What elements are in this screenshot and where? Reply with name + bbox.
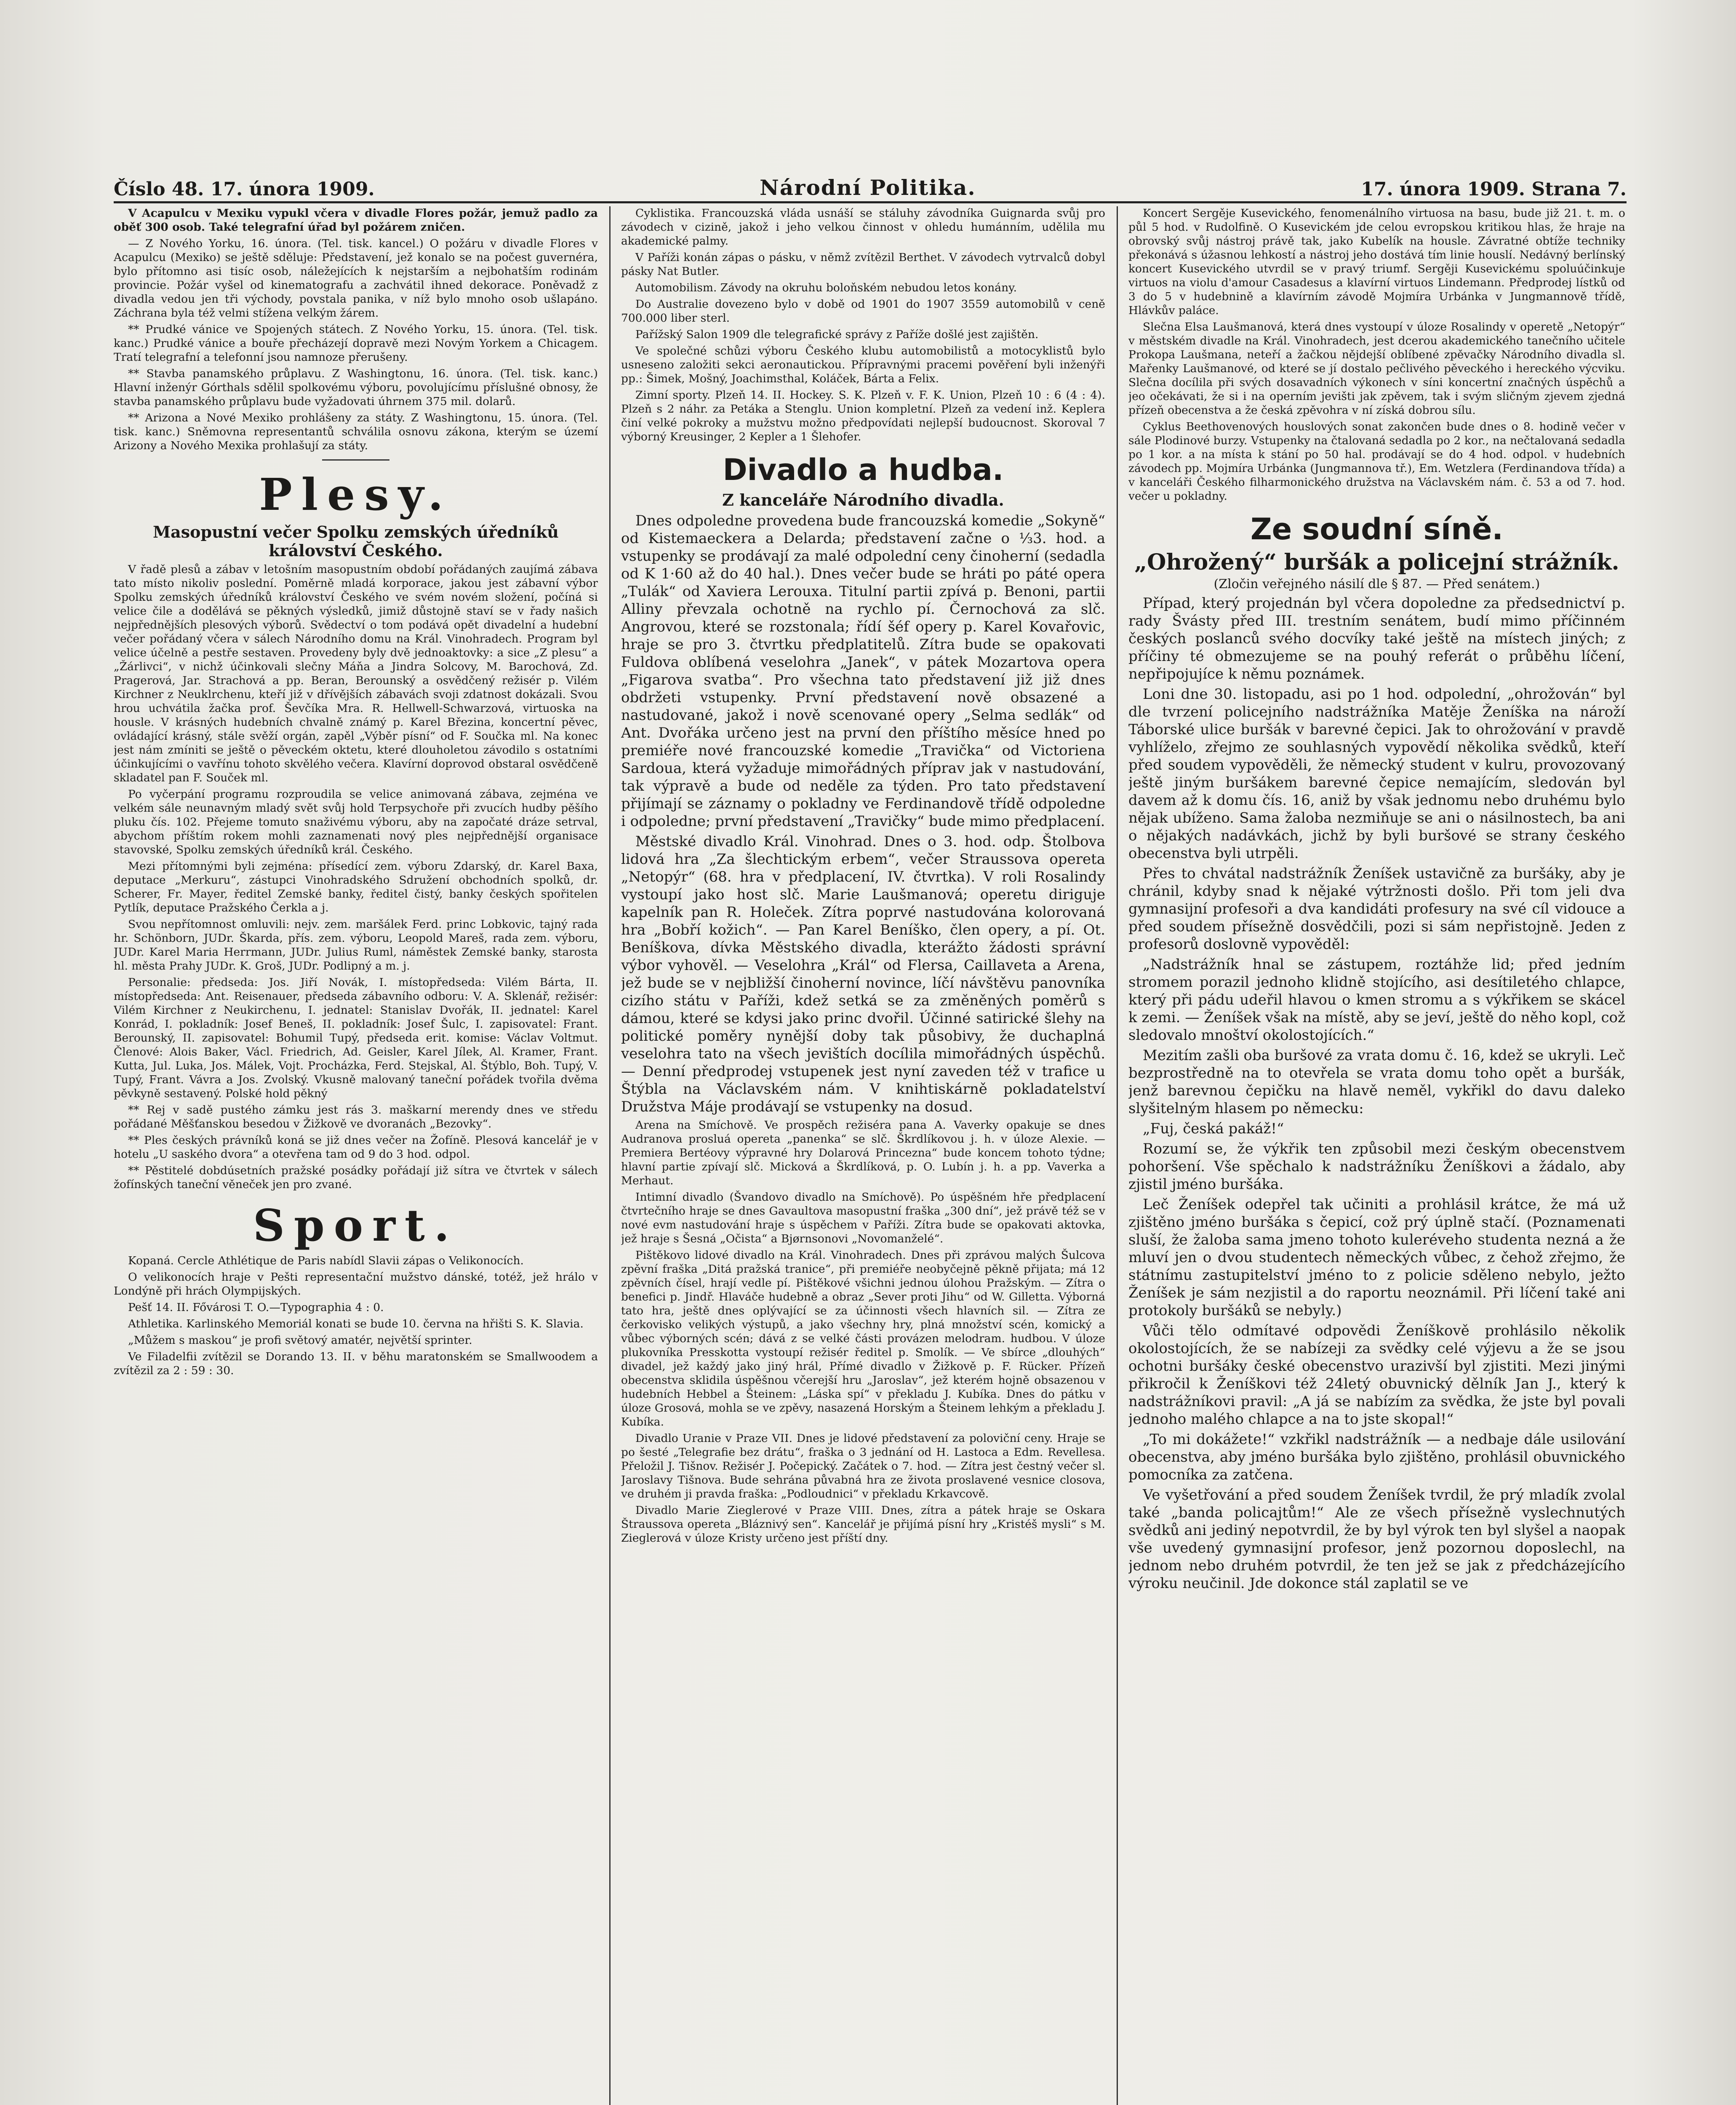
section-subtitle-soud: „Ohrožený“ buršák a policejní strážník. <box>1134 549 1619 575</box>
article-acapulco-fire: V Acapulcu v Mexiku vypukl včera v divadle Flores požár, jemuž padlo za oběť 300 osob. Také telegrafní úřad byl požárem zničen. <box>114 207 598 234</box>
article-plesy-body-2: Po vyčerpání programu rozproudila se velice animovaná zábava, zejména ve velkém sále neunavným mladý svět svůj hold Terpsychoře při zvucích hudby pěšího pluku čís. 102. Přejeme tomuto snaživému výboru, aby na započaté dráze setrval, abychom příštím rokem mohli zaznamenati nový ples nejpřednější organisace stavovské, Spolku zemských úředníků král. Českého. <box>114 788 598 856</box>
date-and-page: 17. února 1909. Strana 7. <box>1361 179 1627 200</box>
section-subtitle-plesy: Masopustní večer Spolku zemských úředníků království Českého. <box>153 522 559 560</box>
section-title-plesy: Plesy. <box>259 469 453 520</box>
court-p1: Případ, který projednán byl včera dopoledne za předsednictví p. rady Švásty před III. trestním senátem, budí mimo příčinném českých poslanců svého docvíky také ještě na místech jiných; z příčiny té obmezujeme se na pouhý referát o průběhu líčení, nepřipojujíce k němu poznámek. <box>1128 595 1625 682</box>
sport-athletika: Athletika. Karlinského Memoriál konati se bude 10. června na hřišti S. K. Slavia. <box>128 1317 584 1330</box>
article-uranie: Divadlo Uranie v Praze VII. Dnes je lidové představení za poloviční ceny. Hraje se po šesté „Telegrafie bez drátu“, fraška o 3 jednání od H. Lastoca a Edm. Revellesa. Přeložil J. Tišnov. Režisér J. Počepický. Začátek o 7. hod. — Zítra jest čestný večer sl. Jaroslavy Tišnova. Bude sehrána půvabná hra ze života proslavené vesnice closova, ve druhém ji pravda fraška: „Podloudnici“ v překladu Krkavcově. <box>621 1432 1105 1500</box>
court-p11: Ve vyšetřování a před soudem Ženíšek tvrdil, že prý mladík zvolal také „banda policajtům!“ Ale ze všech přísežně vyslechnutých svědků ani jediný nepotvrdil, že by byl výrok ten byl slyšel a naopak vše uvedený gymnasijní profesor, jenž pozornou doposlechl, na jednom nebo druhém potvrdil, že ten jež se jak z předcházejícího výroku neučinil. Jde dokonce stál zaplatil se ve <box>1128 1487 1625 1592</box>
court-p10: „To mi dokážete!“ vzkřikl nadstrážník — a nedbaje dále usilování obecenstva, aby jméno buršáka bylo zjištěno, prohlásil obuvnického pomocníka za zatčena. <box>1128 1431 1625 1483</box>
section-title-soud: Ze soudní síně. <box>1250 512 1504 546</box>
court-p6: „Fuj, česká pakáž!“ <box>1143 1120 1284 1137</box>
sport-klub: Ve společné schůzi výboru Českého klubu automobilistů a motocyklistů bylo usneseno založiti sekci aeronautickou. Přípravnými pracemi pověření byli inženýři pp.: Šimek, Mošný, Joachimsthal, Koláček, Bárta a Felix. <box>621 344 1105 385</box>
sport-kopana: Kopaná. Cercle Athlétique de Paris nabídl Slavii zápas o Velikonocích. <box>128 1254 524 1267</box>
article-vinohrady: Městské divadlo Král. Vinohrad. Dnes o 3. hod. odp. Štolbova lidová hra „Za šlechtickým erbem“, večer Straussova opereta „Netopýr“ (68. hra v předplacení, IV. čtvrtka). V roli Rosalindy vystoupí jako host slč. Marie Laušmanová; operetu diriguje kapelník pan R. Holeček. Zítra poprvé nastudována kolorovaná hra „Bobří kožich“. — Pan Karel Beníško, člen opery, a pí. Ot. Beníškova, dívka Městského divadla, kterážto žádosti správní výbor vyhověl. — Veselohra „Král“ od Flersa, Caillaveta a Arena, jež bude se v nejbližší činoherní novince, líčí návštěvu panovníka cizího státu v Paříži, kdež setká se za změněných poměrů s dámou, které se kdysi jako princ dvořil. Účinné satirické šlehy na politické poměry nynější doby tak působivy, že duchaplná veselohra tato na všech jevištích docílila mimořádných úspěchů. — Denní předprodej vstupenek jest nyní zaveden též v trafice u Štýbla na Václavském nám. V knihtiskárně pokladatelství Družstva Máje prodávají se vstupenky na dosud. <box>621 833 1105 1115</box>
page-header <box>114 171 1627 200</box>
sport-automobilism: Automobilism. Závody na okruhu boloňském nebudou letos konány. <box>635 281 1017 294</box>
article-intimni-divadlo: Intimní divadlo (Švandovo divadlo na Smíchově). Po úspěšném hře předplacení čtvrtečního hraje se dnes Gavaultova masopustní fraška „300 dní“, jež právě též se v nové evm nastudování hraje s úspěchem v Paříži. Zítra bude se opakovati aktovka, jež hraje s Šesná „Očista“ a Bjørnsonovi „Novomanželé“. <box>621 1191 1105 1245</box>
notice-pravnici: ** Ples českých právníků koná se již dnes večer na Žofíně. Plesová kancelář je v hotelu „U saského dvora“ a otevřena tam od 9 do 3 hod. odpol. <box>114 1134 598 1161</box>
article-plesy-excused: Svou nepřítomnost omluvili: nejv. zem. maršálek Ferd. princ Lobkovic, tajný rada hr. Schönborn, JUDr. Škarda, přís. zem. výboru, Leopold Mareš, rada zem. výboru, JUDr. Karel Maria Herrmann, JUDr. Julius Ruml, náměstek Zemské banky, starosta hl. města Prahy JUDr. K. Groš, JUDr. Podlipný a m. j. <box>114 918 598 973</box>
section-note-soud: (Zločin veřejného násilí dle § 87. — Před senátem.) <box>1213 577 1540 592</box>
sport-zimni: Zimní sporty. Plzeň 14. II. Hockey. S. K. Plzeň v. F. K. Union, Plzeň 10 : 6 (4 : 4). Plzeň s 2 náhr. za Petáka a Stenglu. Union kompletní. Plzeň za vedení inž. Keplera činí velké pokroky a mužstvu možno předpovídati nejlepší budoucnost. Skoroval 7 výborný Kreusinger, 2 Kepler a 1 Šlehofer. <box>621 389 1105 443</box>
sport-pest: Pešť 14. II. Fővárosi T. O.—Typographia 4 : 0. <box>128 1301 384 1314</box>
article-pistekovo: Pištěkovo lidové divadlo na Král. Vinohradech. Dnes při zprávou malých Šulcova zpěvní fraška „Ditá pražská tranice“, při premiéře neobyčejně pěkně přijata; má 12 zpěvních čísel, hrají vedle pí. Pištěkové všichni jednou úlohou Pražským. — Zítra o benefici p. Jindř. Hlaváče hudebně a obraz „Sever proti Jihu“ od W. Gilletta. Výborná tato hra, ještě dnes oplývající se za účinnosti všech hlavních sil. — Zítra ze čerkovisko velikých výstupů, a jako všechny hry, plná množství scén, komický a vůbec výborných scén; dává z se velké části provázen melodram. hudbou. V úloze plukovníka Presskotta vystoupí režisér ředitel p. Smolík. — Ve sbírce „dlouhých“ divadel, jež každý jako jiný hrál, Přímé divadlo v Žižkově p. F. Rücker. Přízeň obecenstva sklidila úspěšnou včerejší hru „Jaroslav“, jež kterém hojně obsazenou v hudebních Hebbel a Šteinem: „Láska spí“ v překladu J. Kubíka. Dnes do pátku v úloze Grosová, mohla se ve zpěvy, nasazená Horským a Šteinem lehkým a překladu J. Kubíka. <box>621 1249 1105 1428</box>
sport-australie: Do Australie dovezeno bylo v době od 1901 do 1907 3559 automobilů v ceně 700.000 liber sterl. <box>621 298 1105 325</box>
article-acapulco-details: — Z Nového Yorku, 16. února. (Tel. tisk. kancel.) O požáru v divadle Flores v Acapulcu (Mexiko) se ještě sděluje: Představení, jež konalo se na počest guvernéra, bylo přítomno asi tisíc osob, náležejících k nejstarším a nejbohatším rodinám provincie. Požár vyšel od kinematografu a zachvátil ihned dekorace. Poněvadž z divadla vedou jen tři východy, povstala panika, v níž bylo mnoho osob ušlapáno. Záchrana byla též velmi stížena velkým žárem. <box>114 237 598 320</box>
court-p7: Rozumí se, že výkřik ten způsobil mezi českým obecenstvem pohoršení. Vše spěchalo k nadstrážníku Ženíškovi a žádalo, aby zjistil jméno buršáka. <box>1128 1140 1625 1193</box>
publication-title: Národní Politika. <box>760 175 976 200</box>
issue-and-date: Číslo 48. 17. února 1909. <box>114 179 375 200</box>
section-subtitle-divadlo: Z kanceláře Národního divadla. <box>722 490 1004 509</box>
section-title-divadlo: Divadlo a hudba. <box>723 453 1004 487</box>
article-lausmanova: Slečna Elsa Laušmanová, která dnes vystoupí v úloze Rosalindy v operetě „Netopýr“ v městském divadle na Král. Vinohradech, jest dcerou akademického tanečního učitele Prokopa Laušmana, neteří a žačkou nějdejší oblíbené zpěvačky Národního divadla sl. Mařenky Laušmanové, od které se jí dostalo pečlivého pěveckého i hereckého výcviku. Slečna docílila při svých dosavadních výkonech v síni koncertní značných úspěchů a jeo očekávati, že si i na operním jevišti jak zpěvem, tak i svým sličným zjevem zjedná přízeň obecenstva a že česká zpěvohra v ní získá dobrou sílu. <box>1128 320 1625 417</box>
sport-cyklistika: Cyklistika. Francouzská vláda usnáší se stáluhy závodníka Guignarda svůj pro závodech v cizině, jakož i jeho velkou činnost v ohledu humánním, udělila mu akademické palmy. <box>621 207 1105 248</box>
notice-rej: ** Rej v sadě pustého zámku jest rás 3. maškarní merendy dnes ve středu pořádané Měšťanskou besedou v Žižkově ve dvoranách „Bezovky“. <box>114 1103 598 1130</box>
article-plesy-personalia: Personalie: předseda: Jos. Jiří Novák, I. místopředseda: Vilém Bárta, II. místopředseda: Ant. Reisenauer, předseda zábavního odboru: V. A. Sklenář, režisér: Vilém Kirchner z Neukirchenu, I. jednatel: Stanislav Dvořák, II. jednatel: Karel Konrád, I. pokladník: Josef Beneš, II. pokladník: Josef Šulc, I. zapisovatel: Frant. Berounský, II. zapisovatel: Bohumil Tupý, předseda erit. komise: Václav Voltmut. Členové: Alois Baker, Václ. Friedrich, Ad. Geisler, Karel Jílek, Al. Kramer, Frant. Kutta, Jul. Luka, Jos. Málek, Vojt. Procházka, Ferd. Stejskal, Al. Štýblo, Boh. Tupý, V. Tupý, Frant. Vávra a Jos. Zvolský. Vkusně malovaný taneční pořádek tvořila dvěma pěvkyně sestavený. Polské hold pěkný <box>114 976 598 1100</box>
article-beethoven: Cyklus Beethovenových houslových sonat zakončen bude dnes o 8. hodině večer v sále Plodinové burzy. Vstupenky na čtalovaná sedadla po 2 kor., na nečtalovaná sedadla po 1 kor. a na místa k stání po 50 hal. prodávají se do 4 hod. odpol. v hudebních závodech pp. Mojmíra Urbánka (Jungmannova tř.), Em. Wetzlera (Ferdinandova třída) a v kanceláři Českého filharmonického družstva na Václavském nám. č. 53 a od 7. hod. večer u pokladny. <box>1128 420 1625 503</box>
article-plesy-attendees: Mezi přítomnými byli zejména: přísedící zem. výboru Zdarský, dr. Karel Baxa, deputace „Merkuru“, zástupci Vinohradského Sdružení obchodních spolků, dr. Scherer, Fr. Mayer, ředitel Zemské banky, ředitel čistý, banky českých spořitelen Pytlík, deputace Pražského Čerkla a j. <box>114 860 598 914</box>
section-title-sport: Sport. <box>253 1199 459 1251</box>
article-kusevicky: Koncert Sergěje Kusevického, fenomenálního virtuosa na basu, bude již 21. t. m. o půl 5 hod. v Rudolfině. O Kusevickém jde celou evropskou kritikou hlas, že hraje na obrovský svůj nástroj právě tak, jako Kubelík na housle. Závratné obtíže techniky překonává s úžasnou lehkostí a nástroj jeho dostává tím linie houslí. Nedávný berlínský koncert Kusevického utvrdil se v pravý triumf. Sergěji Kusevickému spoluúčinkuje virtuos na violu d'amour Casadesus a klavírní virtuos Lindemann. Předprodej lístků od 3 do 5 v hudebnině a klavírním závodě Mojmíra Urbánka v Jungmannově třídě, Hlávkův paláce. <box>1128 207 1625 317</box>
article-arena-smichov: Arena na Smíchově. Ve prospěch režiséra pana A. Vaverky opakuje se dnes Audranova prosluá opereta „panenka“ se slč. Škrdlíkovou j. h. v úloze Alexie. — Premiera Bertéovy výpravné hry Dolarová Princezna“ bude koncem tohoto týdne; hlavní partie zpívají slč. Micková a Škrdlíková, p. O. Lubín j. h. a pp. Vaverka a Merhaut. <box>621 1119 1105 1187</box>
notice-posadka: ** Pěstitelé dobdúsetních pražské posádky pořádají již sítra ve čtvrtek v sálech žofínských taneční věneček jen pro zvané. <box>114 1164 598 1191</box>
column-rule-2 <box>1117 206 1118 2105</box>
sport-dorando: Ve Filadelfii zvítězil se Dorando 13. II. v běhu maratonském se Smallwoodem a zvítězil za 2 : 59 : 30. <box>114 1350 598 1377</box>
section-divider <box>322 459 389 461</box>
article-narodni-divadlo: Dnes odpoledne provedena bude francouzská komedie „Sokyně“ od Kistemaeckera a Delarda; představení začne o ⅓3. hod. a vstupenky se prodávají za malé odpolední ceny činoherní (sedadla od K 1·60 až do 40 hal.). Dnes večer bude se hráti po páté opera „Tulák“ od Xaviera Lerouxa. Titulní partii zpívá p. Benoni, partii Alliny převzala ochotně na rychlo pí. Černochová za slč. Angrovou, které se rozstonala; řídí šéf opery p. Karel Kovařovic, hraje se pro 3. čtvrtku předplatitelů. Zítra bude se opakovati Fuldova oblíbená veselohra „Janek“, v pátek Mozartova opera „Figarova svatba“. Pro všechna tato představení již již dnes obdržeti vstupenky. První představení nově obsazené a nastudované, jakož i nově scenované opery „Selma sedlák“ od Ant. Dvořáka určeno jest na první den příštího měsíce hned po premiéře nové francouzské komedie „Travička“ od Victoriena Sardoua, která vyžaduje mimořádných příprav jak v nastudování, tak výpravě a bude od neděle za týden. Pro tato představení přijímají se záznamy o pokladny ve Ferdinandově třídě odpoledne i odpoledne; první představení „Travičky“ bude mimo předplacení. <box>621 512 1105 830</box>
sport-maska: „Můžem s maskou“ je profi světový amatér, největší sprinter. <box>128 1334 472 1347</box>
court-p5: Mezitím zašli oba buršové za vrata domu č. 16, kdež se ukryli. Leč bezprostředně na to otevřela se vrata domu toho opět a buršák, jenž barevnou čepičku na hlavě neměl, vykřikl do davu daleko slyšitelným hlasem po německu: <box>1128 1047 1625 1117</box>
court-p3: Přes to chvátal nadstrážník Ženíšek ustavičně za buršáky, aby je chránil, kdyby snad k nějaké výtržnosti došlo. Při tom jeli dva gymnasijní profesoři a dva kandidáti profesury na své cíl vidouce a před soudem přísežně dosvědčili, pozi si sám nepřistojně. Jeden z profesorů doslovně vypověděl: <box>1128 865 1625 953</box>
court-p9: Vůči tělo odmítavé odpovědi Ženíškově prohlásilo několik okolostojících, že se nabízeji za svědky celé výjevu a že se jsou ochotni buršáky české obecenstvo urazivší byl zjistiti. Mezi jinými přikročil k Ženíškovi též 24letý obuvnický dělník Jan J., který k nadstrážníkovi pravil: „A já se nabízím za svědka, že jste byl povali jednoho malého chlapce a na to jste skopal!“ <box>1128 1322 1625 1428</box>
sport-salon: Pařížský Salon 1909 dle telegrafické správy z Paříže došlé jest zajištěn. <box>635 328 1039 341</box>
header-rule <box>114 201 1627 203</box>
column-3 <box>1128 206 1625 2105</box>
column-2 <box>621 206 1105 2105</box>
sport-velikonoce: O velikonocích hraje v Pešti representační mužstvo dánské, totéž, jež hrálo v Londýně při hrách Olympijských. <box>114 1271 598 1298</box>
article-panama-canal: ** Stavba panamského průplavu. Z Washingtonu, 16. února. (Tel. tisk. kanc.) Hlavní inženýr Górthals sdělil spolkovému výboru, povolujícímu příslušné obnosy, že stavba panamského průplavu bude vyžadovati úhrnem 375 mil. dolarů. <box>114 367 598 408</box>
article-arizona-new-mexico: ** Arizona a Nové Mexiko prohlášeny za státy. Z Washingtonu, 15. února. (Tel. tisk. kanc.) Sněmovna representantů schválila osnovu zákona, kterým se území Arizony a Nového Mexika prohlašují za státy. <box>114 411 598 452</box>
column-1 <box>114 206 598 2105</box>
article-plesy-body: V řadě plesů a zábav v letošním masopustním období pořádaných zaujímá zábava tato místo nikoliv poslední. Poměrně mladá korporace, jakou jest zábavní výbor Spolku zemských úředníků království Českého ve svém novém složení, počíná si velice čile a dodělává se pěkných výsledků, jimiž důstojně staví se v řady našich nejpřednějších plesových výborů. Svědectví o tom podává opět divadelní a hudební večer pořádaný včera v sálech Národního domu na Král. Vinohradech. Program byl velice účelně a pestře sestaven. Provedeny byly dvě jednoaktovky: a sice „Z plesu“ a „Žárlivci“, v nichž účinkovali slečny Máňa a Jindra Solcovy, M. Barochová, Zd. Pragerová, Jar. Strachová a pp. Beran, Berounský a osvědčený režisér p. Vilém Kirchner z Neuklrchenu, kteří již v dřívějších zábavách svoji zdatnost dokázali. Svou hrou uchvátila žačka prof. Ševčíka Mra. R. Hellwell-Schwarzová, virtuoska na housle. V krásných hudebních chvalně známý p. Karel Březina, koncertní pěvec, ovládající krásný, stále svěží orgán, zapěl „Výběr písní“ od F. Součka ml. Na konec jest nám zmíniti se ještě o pěveckém oktetu, které dlouholetou závodilo s ostatními účinkujícími o vavřínu tohoto skvělého večera. Klavírní doprovod obstaral osvědčeně skladatel pan F. Souček ml. <box>114 563 598 784</box>
court-p8: Leč Ženíšek odepřel tak učiniti a prohlásil krátce, že má už zjištěno jméno buršáka s čepicí, což prý úplně stačí. (Poznamenati sluší, že žaloba sama jmeno tohoto kuleréveho studenta nezná a že mluví jen o dvou studentech německých vůbec, z čehož zřejmo, že státnímu zastupitelství jméno to z policie sděleno nebylo, ježto Ženíšek je sám nezjistil a do raportu neoznámil. Při líčení také ani protokoly buršáků se nebyly.) <box>1128 1196 1625 1319</box>
article-snowstorms: ** Prudké vánice ve Spojených státech. Z Nového Yorku, 15. února. (Tel. tisk. kanc.) Prudké vánice a bouře přecházejí dopravě mezi Novým Yorkem a Chicagem. Tratí telegrafní a telefonní jsou namnoze přerušeny. <box>114 323 598 364</box>
court-p2: Loni dne 30. listopadu, asi po 1 hod. odpolední, „ohrožován“ byl dle tvrzení policejního nadstrážníka Matěje Ženíška na nároží Táborské ulice buršák v barevné čepici. Jak to ohrožování v pravdě vyhlíželo, zřejmo ze souhlasných vypovědí několika svědků, kteří před soudem vypověděli, že německý student v kulru, provozovaný ještě jiným buršákem barevné čepice nemajícím, sledován byl davem až k domu čís. 16, aniž by však jednomu nebo druhému bylo nějak ubíženo. Sama žaloba nezmiňuje se ani o násilnostech, ba ani o nějakých nadávkách, jichž by byli buršové se strany českého obecenstva byli utrpěli. <box>1128 686 1625 862</box>
article-zieglerova: Divadlo Marie Zieglerové v Praze VIII. Dnes, zítra a pátek hraje se Oskara Štraussova opereta „Bláznivý sen“. Kancelář je přijímá písní hry „Kristéš mysli“ s M. Zieglerová v úloze Kristy určeno jest příští dny. <box>621 1504 1105 1545</box>
court-p4: „Nadstrážník hnal se zástupem, roztáhže lid; před jedním stromem porazil jednoho klidně stojícího, asi desítiletého chlapce, který při pádu udeřil hlavou o kmen stromu a s výkřikem se skácel k zemi. — Ženíšek však na místě, aby se jeví, ještě do něho kopl, což sledovalo mnoštví okolostojících.“ <box>1128 956 1625 1044</box>
column-rule-1 <box>609 206 611 2105</box>
sport-pariz: V Paříži konán zápas o pásku, v němž zvítězil Berthet. V závodech vytrvalců dobyl pásky Nat Butler. <box>621 251 1105 278</box>
